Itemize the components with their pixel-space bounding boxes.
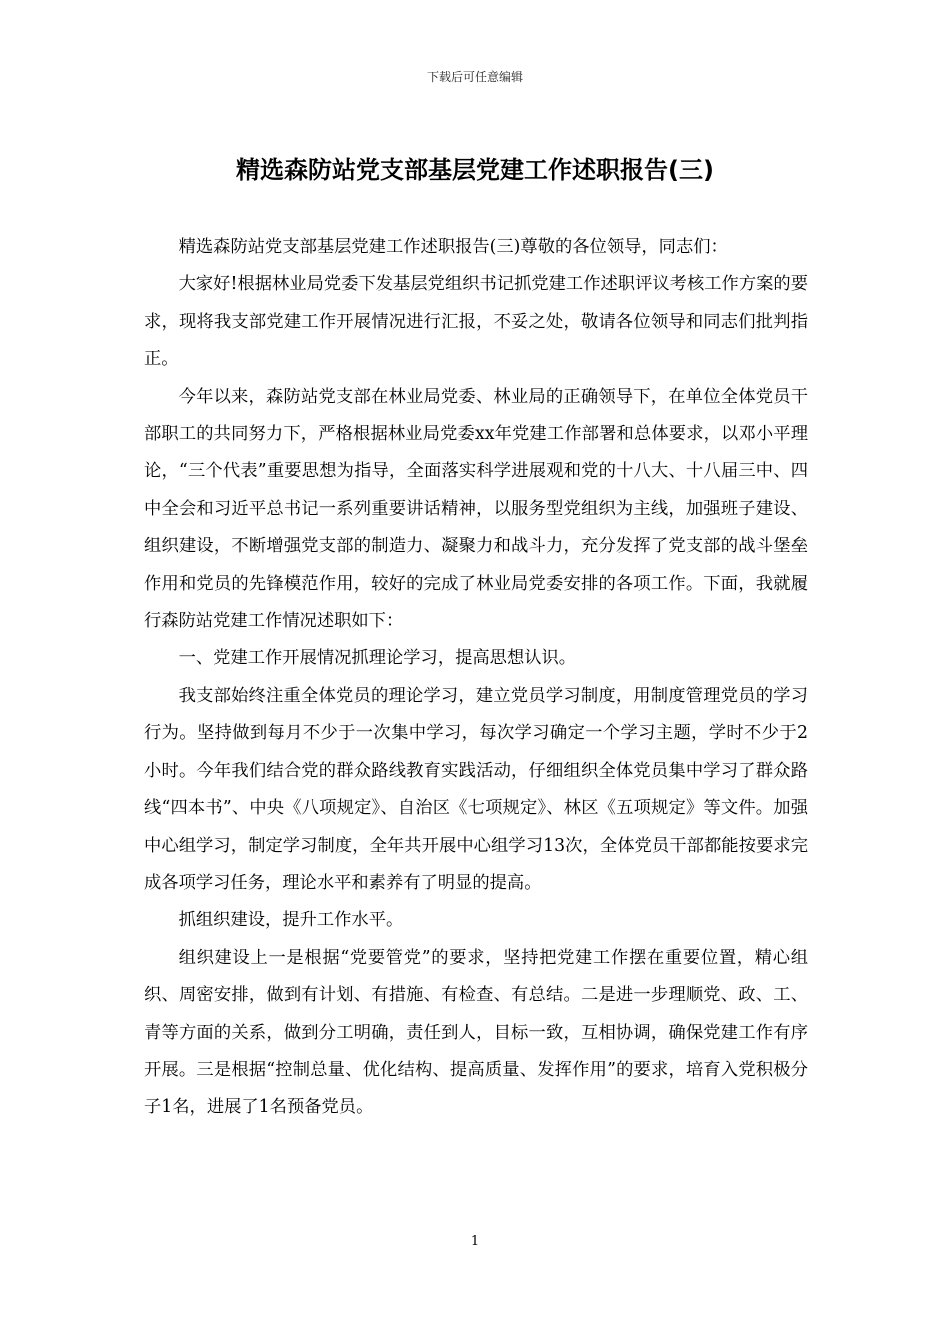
paragraph: 组织建设上一是根据“党要管党”的要求，坚持把党建工作摆在重要位置，精心组织、周密安排，做到有计划、有措施、有检查、有总结。二是进一步理顺党、政、工、青等方面的关系，做到分工明确，责任到人，目标一致，互相协调，确保党建工作有序开展。三是根据“控制总量、优化结构、提高质量、发挥作用”的要求，培育入党积极分子1名，进展了1名预备党员。 [144, 947, 808, 1118]
page-number: 1 [470, 1234, 480, 1249]
paragraph: 抓组织建设，提升工作水平。 [178, 910, 404, 931]
document-body [144, 229, 808, 1127]
paragraph: 大家好!根据林业局党委下发基层党组织书记抓党建工作述职评议考核工作方案的要求，现将我支部党建工作开展情况进行汇报，不妥之处，敬请各位领导和同志们批判指正。 [144, 274, 808, 370]
paragraph: 精选森防站党支部基层党建工作述职报告(三)尊敬的各位领导，同志们： [178, 237, 728, 257]
document-title: 精选森防站党支部基层党建工作述职报告(三) [236, 156, 714, 184]
paragraph: 一、党建工作开展情况抓理论学习，提高思想认识。 [178, 648, 577, 669]
paragraph: 今年以来，森防站党支部在林业局党委、林业局的正确领导下，在单位全体党员干部职工的共同努力下，严格根据林业局党委xx年党建工作部署和总体要求，以邓小平理论，“三个代表”重要思想为指导，全面落实科学进展观和党的十八大、十八届三中、四中全会和习近平总书记一系列重要讲话精神，以服务型党组织为主线，加强班子建设、组织建设，不断增强党支部的制造力、凝聚力和战斗力，充分发挥了党支部的战斗堡垒作用和党员的先锋模范作用，较好的完成了林业局党委安排的各项工作。下面，我就履行森防站党建工作情况述职如下： [144, 386, 808, 632]
header-note: 下载后可任意编辑 [426, 70, 523, 84]
paragraph: 我支部始终注重全体党员的理论学习，建立党员学习制度，用制度管理党员的学习行为。坚持做到每月不少于一次集中学习，每次学习确定一个学习主题，学时不少于2小时。今年我们结合党的群众路线教育实践活动，仔细组织全体党员集中学习了群众路线“四本书”、中央《八项规定》、自治区《七项规定》、林区《五项规定》等文件。加强中心组学习，制定学习制度，全年共开展中心组学习13次，全体党员干部都能按要求完成各项学习任务，理论水平和素养有了明显的提高。 [144, 685, 808, 893]
